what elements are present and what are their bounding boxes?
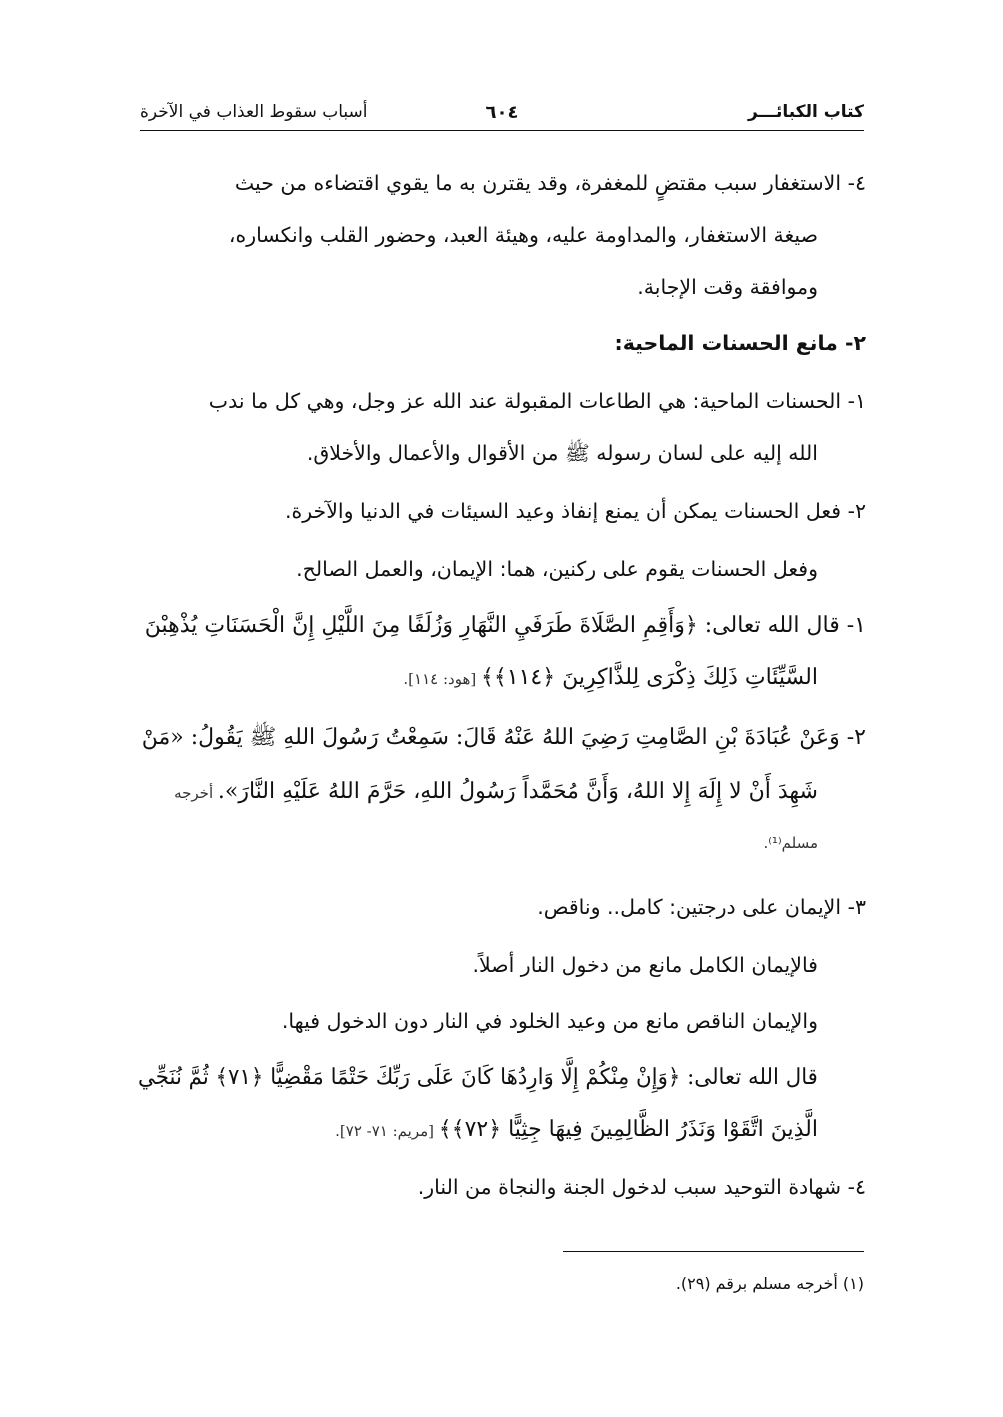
- line-text: ١- قال الله تعالى: ﴿وَأَقِمِ الصَّلَاةَ طَرَفَيِ النَّهَارِ وَزُلَفًا مِنَ اللَّيْلِ إِنَّ الْحَسَنَاتِ يُذْهِبْنَ: [144, 613, 866, 638]
- citation-ref: [هود: ١١٤].: [403, 670, 481, 688]
- text-line: [209, 388, 866, 415]
- line-text: ٢- فعل الحسنات يمكن أن يمنع إنفاذ وعيد السيئات في الدنيا والآخرة.: [284, 499, 866, 523]
- page-header: [140, 98, 864, 128]
- line-text: ٤- الاستغفار سبب مقتضٍ للمغفرة، وقد يقترن به ما يقوي اقتضاءه من حيث: [234, 171, 866, 195]
- line-text: شَهِدَ أَنْ لا إِلَهَ إِلا اللهُ، وَأَنَّ مُحَمَّداً رَسُولُ اللهِ، حَرَّمَ اللهُ عَلَيْهِ النَّارَ».: [217, 779, 818, 804]
- text-line: [307, 440, 818, 467]
- line-text: ٢- مانع الحسنات الماحية:: [614, 331, 866, 355]
- page-number: ٦٠٤: [485, 102, 519, 123]
- header-divider: [140, 130, 864, 131]
- line-text: ٢- وَعَنْ عُبَادَةَ بْنِ الصَّامِتِ رَضِيَ اللهُ عَنْهُ قَالَ: سَمِعْتُ رَسُولَ اللهِ ﷺ يَقُولُ: «مَنْ: [141, 725, 866, 750]
- text-line: [403, 664, 818, 693]
- line-text: والإيمان الناقص مانع من وعيد الخلود في النار دون الدخول فيها.: [281, 1009, 818, 1033]
- text-line: [615, 330, 867, 357]
- line-text: الَّذِينَ اتَّقَوْا وَنَذَرُ الظَّالِمِينَ فِيهَا جِثِيًّا ﴿٧٢﴾﴾: [438, 1117, 818, 1142]
- text-line: [537, 894, 866, 921]
- text-line: [138, 1064, 818, 1093]
- text-line: [285, 498, 866, 525]
- text-line: [174, 778, 818, 807]
- line-text: ٣- الإيمان على درجتين: كامل.. وناقص.: [537, 895, 866, 919]
- text-line: [282, 1008, 818, 1035]
- text-line: [472, 952, 818, 979]
- book-title: كتاب الكبائـــر: [747, 102, 864, 122]
- footnote-divider: [563, 1251, 864, 1252]
- line-text: صيغة الاستغفار، والمداومة عليه، وهيئة العبد، وحضور القلب وانكساره،: [228, 223, 818, 247]
- citation-ref: أخرجه: [174, 784, 218, 802]
- line-text: قال الله تعالى: ﴿وَإِنْ مِنْكُمْ إِلَّا وَارِدُهَا كَانَ عَلَى رَبِّكَ حَتْمًا مَقْضِيًّا ﴿٧١﴾ ثُمَّ نُنَجِّي: [138, 1065, 818, 1090]
- text-line: [763, 834, 818, 854]
- line-text: وفعل الحسنات يقوم على ركنين، هما: الإيمان، والعمل الصالح.: [296, 557, 818, 581]
- line-text: ٤- شهادة التوحيد سبب لدخول الجنة والنجاة من النار.: [417, 1175, 866, 1199]
- text-line: [637, 274, 818, 301]
- citation-ref: [مريم: ٧١- ٧٢].: [335, 1122, 439, 1140]
- line-text: الله إليه على لسان رسوله ﷺ من الأقوال والأعمال والأخلاق.: [306, 441, 818, 465]
- text-line: [142, 724, 866, 753]
- text-line: [335, 1116, 818, 1145]
- text-line: [418, 1174, 866, 1201]
- text-line: [145, 612, 866, 641]
- line-text: فالإيمان الكامل مانع من دخول النار أصلاً.: [472, 953, 818, 977]
- text-line: [235, 170, 866, 197]
- footnote: (١) أخرجه مسلم برقم (٢٩).: [675, 1274, 864, 1293]
- text-line: [296, 556, 818, 583]
- text-line: [229, 222, 818, 249]
- line-text: السَّيِّئَاتِ ذَلِكَ ذِكْرَى لِلذَّاكِرِينَ ﴿١١٤﴾﴾: [480, 665, 818, 690]
- chapter-title: أسباب سقوط العذاب في الآخرة: [140, 102, 368, 122]
- line-text: مسلم⁽¹⁾.: [763, 834, 818, 852]
- line-text: ١- الحسنات الماحية: هي الطاعات المقبولة عند الله عز وجل، وهي كل ما ندب: [208, 389, 866, 413]
- line-text: وموافقة وقت الإجابة.: [637, 275, 818, 299]
